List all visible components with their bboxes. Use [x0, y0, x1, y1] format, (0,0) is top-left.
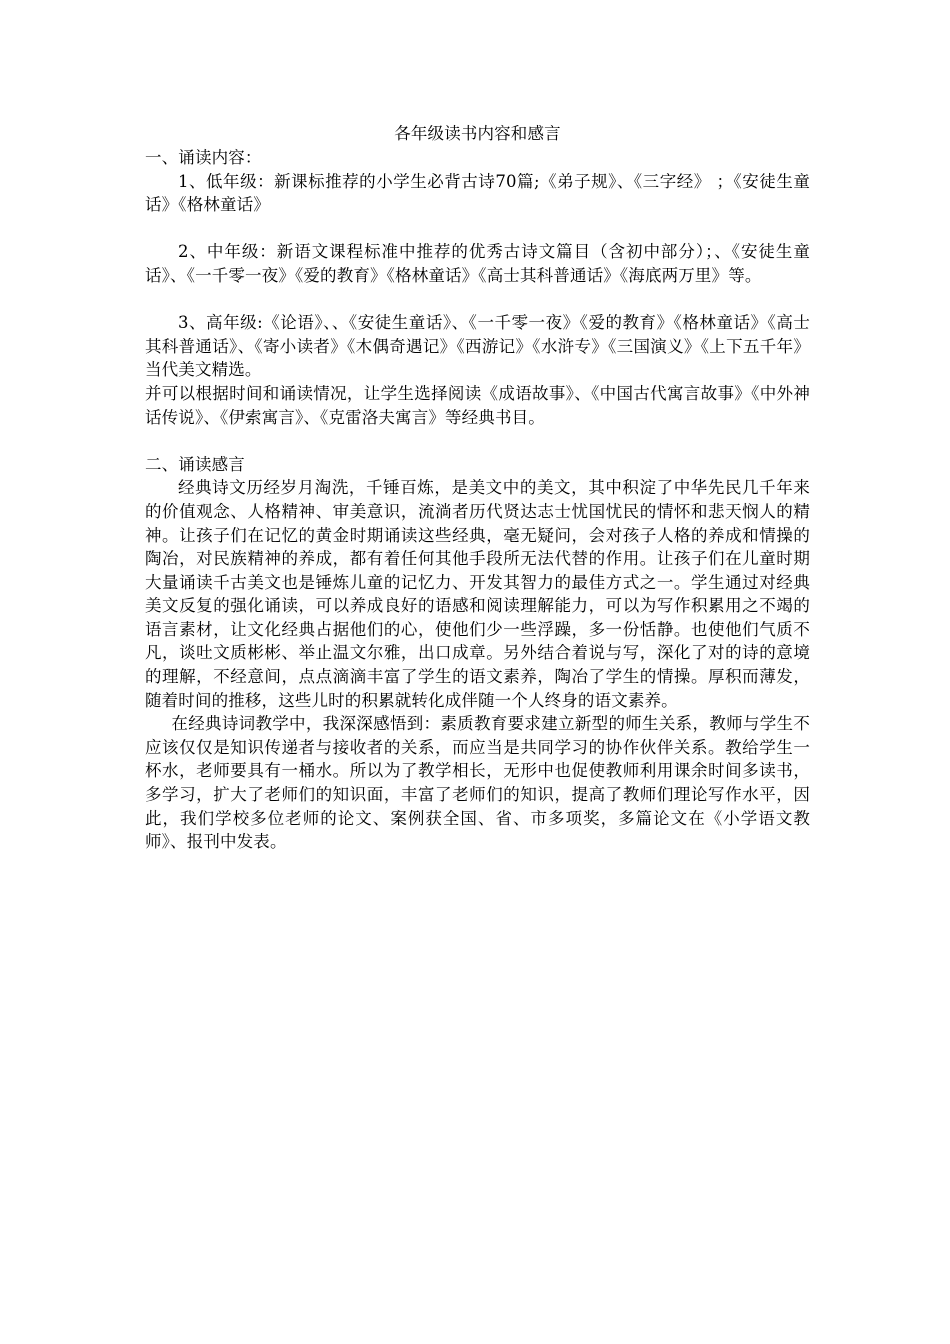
blank-line	[145, 288, 810, 312]
paragraph-grade-low: 1、低年级：新课标推荐的小学生必背古诗70篇;《弟子规》、《三字经》 ；《安徒生童话》《格林童话》	[145, 171, 810, 215]
paragraph-reflection-2: 在经典诗词教学中，我深深感悟到：素质教育要求建立新型的师生关系，教师与学生不应该仅仅是知识传递者与接收者的关系，而应当是共同学习的协作伙伴关系。教给学生一杯水，老师要具有一桶水。所以为了教学相长，无形中也促使教师利用课余时间多读书，多学习，扩大了老师们的知识面，丰富了老师们的知识，提高了教师们理论写作水平，因此，我们学校多位老师的论文、案例获全国、省、市多项奖，多篇论文在《小学语文教师》、报刊中发表。	[145, 714, 810, 852]
document-body	[145, 122, 810, 854]
blank-line	[145, 429, 810, 453]
paragraph-extra-reading: 并可以根据时间和诵读情况，让学生选择阅读《成语故事》、《中国古代寓言故事》《中外神话传说》、《伊索寓言》、《克雷洛夫寓言》等经典书目。	[145, 383, 810, 427]
section-heading-reading-content: 一、诵读内容：	[145, 148, 262, 167]
paragraph-reflection-1: 经典诗文历经岁月淘洗，千锤百炼，是美文中的美文，其中积淀了中华先民几千年来的价值观念、人格精神、审美意识，流淌者历代贤达志士忧国忧民的情怀和悲天悯人的精神。让孩子们在记忆的黄金时期诵读这些经典，毫无疑问，会对孩子人格的养成和情操的陶冶，对民族精神的养成，都有着任何其他手段所无法代替的作用。让孩子们在儿童时期大量诵读千古美文也是锤炼儿童的记忆力、开发其智力的最佳方式之一。学生通过对经典美文反复的强化诵读，可以养成良好的语感和阅读理解能力，可以为写作积累用之不竭的语言素材，让文化经典占据他们的心，使他们少一些浮躁，多一份恬静。也使他们气质不凡，谈吐文质彬彬、举止温文尔雅，出口成章。另外结合着说与写，深化了对的诗的意境的理解，不经意间，点点滴滴丰富了学生的语文素养，陶冶了学生的情操。厚积而薄发，随着时间的推移，这些儿时的积累就转化成伴随一个人终身的语文素养。	[145, 478, 810, 710]
document-title: 各年级读书内容和感言	[394, 124, 561, 143]
section-heading-reading-reflection: 二、诵读感言	[145, 454, 245, 474]
paragraph-grade-high: 3、高年级:《论语》、、《安徒生童话》、《一千零一夜》《爱的教育》《格林童话》《高士其科普通话》、《寄小读者》《木偶奇遇记》《西游记》《水浒专》《三国演义》《上下五千年》当代美文精选。	[145, 313, 810, 380]
paragraph-grade-mid: 2、中年级：新语文课程标准中推荐的优秀古诗文篇目（含初中部分）；、《安徒生童话》、《一千零一夜》《爱的教育》《格林童话》《高士其科普通话》《海底两万里》等。	[145, 242, 810, 285]
blank-line	[145, 217, 810, 241]
